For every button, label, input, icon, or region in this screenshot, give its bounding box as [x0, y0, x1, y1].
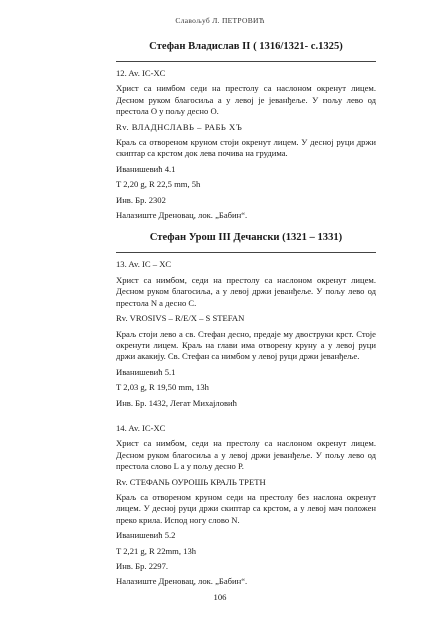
- find-location: Налазиште Дреновац, лок. „Бабин“.: [116, 576, 248, 587]
- page-content: [116, 40, 376, 596]
- coin-entry: [116, 259, 376, 408]
- running-head: Славољуб Л. ПЕТРОВИЋ: [175, 16, 265, 25]
- reverse-description: Краљ са отвореном круном стоји окренут лицем. У десној руци држи скиптар са крстом док лева почива на грудима.: [116, 137, 376, 159]
- section-title: Стефан Владислав II ( 1316/1321- с.1325): [149, 41, 343, 52]
- obverse-description: Христ са нимбом седи на престолу са наслоном окренут лицем. Десном руком благосиља а у левој је јеванђеље. У пољу лево од престола О у пољу десно О.: [116, 83, 376, 117]
- coin-entry: [116, 68, 376, 221]
- page-number: 106: [213, 592, 227, 602]
- reverse-label: Rv. VROSIVS – R/E/X – S STEFAN: [116, 313, 245, 324]
- weight-measure: T 2,03 g, R 19,50 mm, 13h: [116, 382, 209, 393]
- obverse-description: Христ са нимбом, седи на престолу са наслоном окренут лицем. Десном руком благосиља, а у левој држи јеванђеље. У пољу лево од престола N а десно С.: [116, 274, 376, 308]
- obverse-label: 14. Av. IC-XC: [116, 422, 166, 433]
- reverse-label: Rv. ВЛАДНСЛАВЬ – РАБЬ ХЪ: [116, 121, 243, 132]
- inventory-number: Инв. Бр. 2297.: [116, 561, 169, 571]
- weight-measure: T 2,20 g, R 22,5 mm, 5h: [116, 179, 201, 190]
- obverse-description: Христ са нимбом, седи на престолу са наслоном окренут лицем. Десном руком благосиља а у левој држи јеванђеље. У пољу лево од престола слово L а у пољу десно Р.: [116, 438, 376, 472]
- section-title: Стефан Урош III Дечански (1321 – 1331): [149, 232, 343, 244]
- coin-entry: [116, 423, 376, 588]
- section-divider: [116, 252, 376, 253]
- inventory-number: Инв. Бр. 1432, Легат Михајловић: [116, 397, 237, 408]
- weight-measure: T 2,21 g, R 22mm, 13h: [116, 545, 197, 556]
- inventory-number: Инв. Бр. 2302: [116, 194, 166, 205]
- catalog-reference: Иванишевић 4.1: [116, 163, 176, 174]
- section-divider: [116, 61, 376, 62]
- find-location: Налазиште Дреновац, лок. „Бабин“.: [116, 210, 248, 221]
- catalog-reference: Иванишевић 5.2: [116, 530, 176, 541]
- catalog-reference: Иванишевић 5.1: [116, 366, 176, 377]
- obverse-label: 12. Av. IC-XC: [116, 68, 166, 78]
- reverse-description: Краљ стоји лево а св. Стефан десно, предаје му двоструки крст. Стоје окренути лицем. Краљ на глави има отворену круну а у левој руци држи акакију. Св. Стефан са нимбом у левој руци држи јеванђеље.: [116, 328, 376, 362]
- obverse-label: 13. Av. IC – XC: [116, 259, 172, 270]
- reverse-description: Краљ са отвореном круном седи на престолу без наслона окренут лицем. У десној руци држи скиптар са крстом, а у левој мач положен преко крила. Испод ногу слово N.: [116, 491, 376, 525]
- reverse-label: Rv. СТЕФАNЬ ОУРОШЬ КРАЛЬ ТРЕТН: [116, 476, 266, 487]
